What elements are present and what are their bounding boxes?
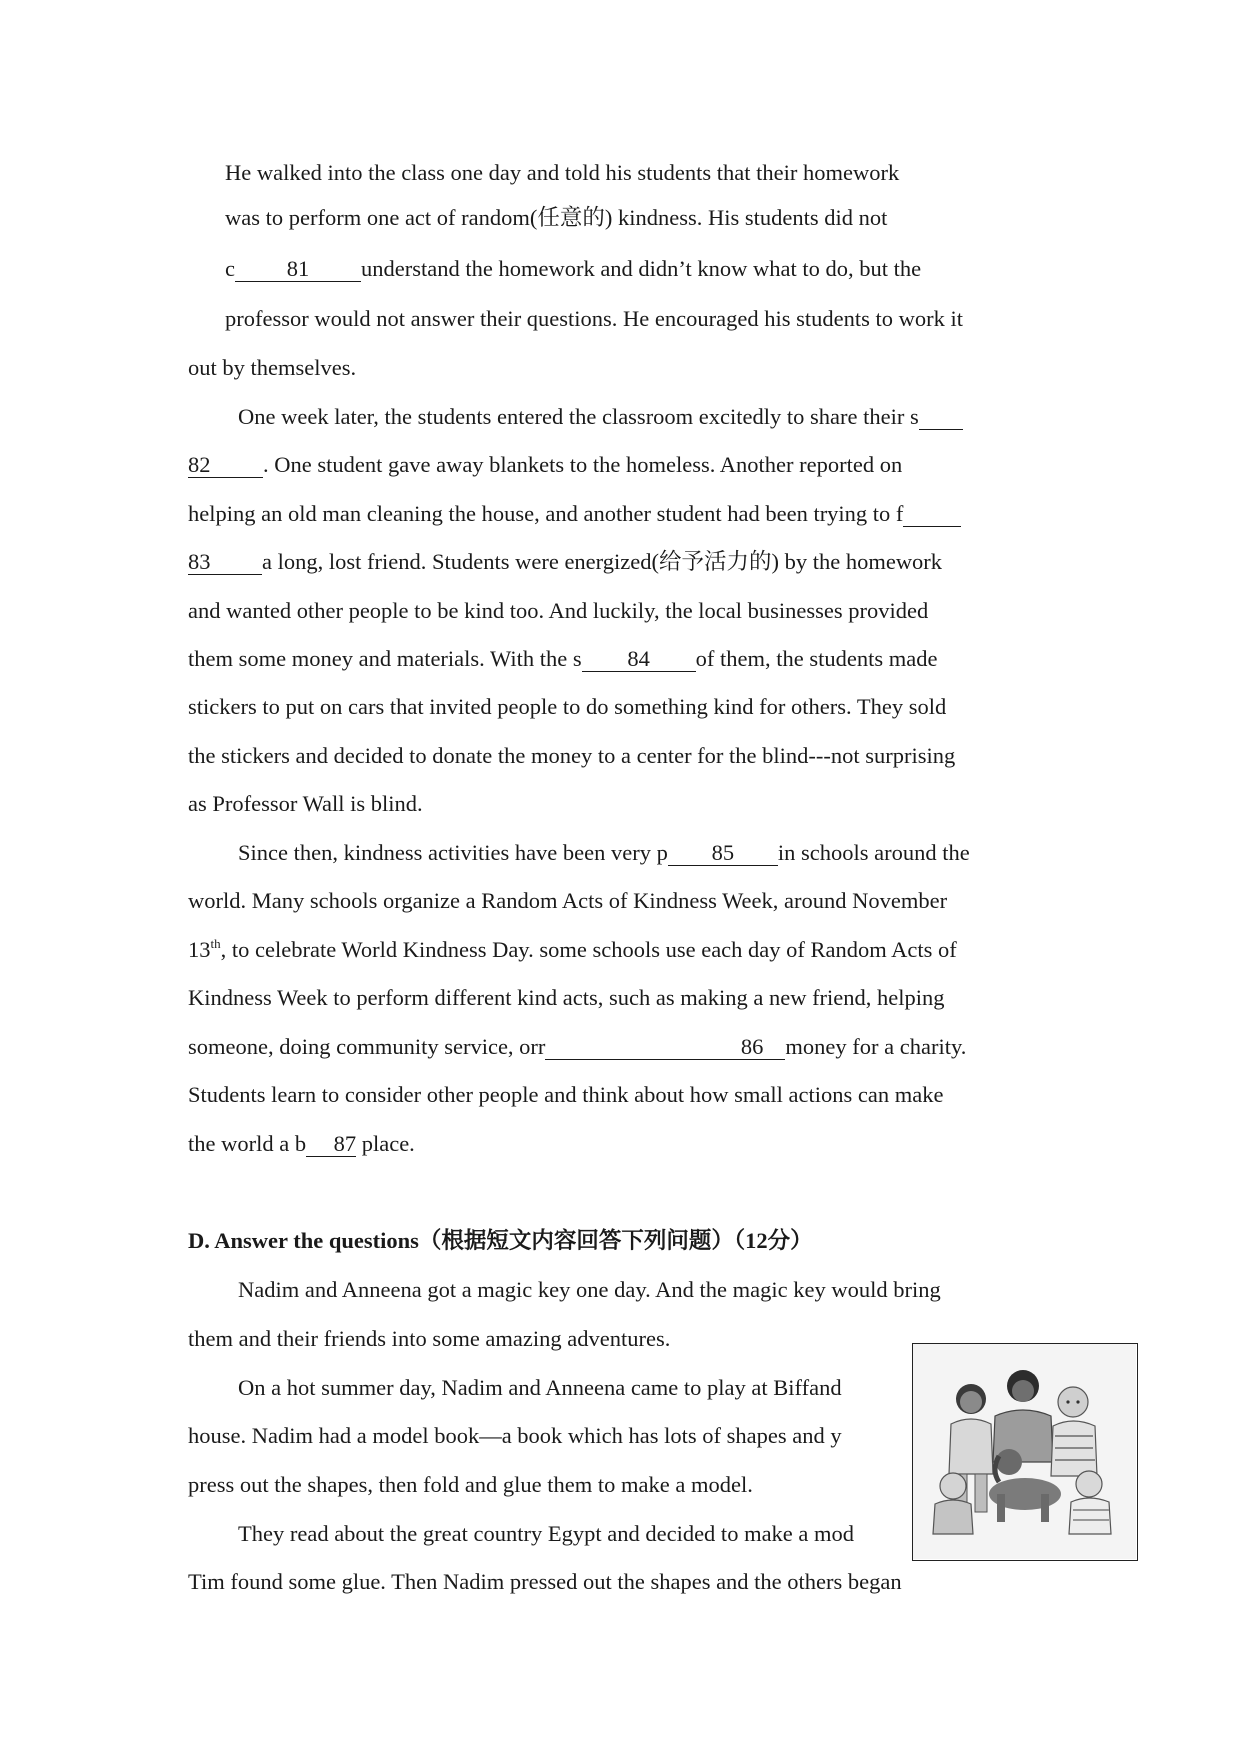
answer-blank-83[interactable]: 83 [188, 550, 262, 575]
answer-blank-81[interactable]: 81 [235, 257, 361, 282]
passage-line: world. Many schools organize a Random Acts of Kindness Week, around November [188, 888, 948, 913]
answer-blank-87[interactable]: 87 [306, 1132, 356, 1157]
answer-blank-83-start[interactable] [903, 502, 961, 527]
section-heading: D. Answer the questions（根据短文内容回答下列问题）（12分） [188, 1228, 813, 1253]
passage-line [225, 254, 921, 284]
text-fragment: money for a charity. [785, 1034, 967, 1059]
passage-line: Kindness Week to perform different kind acts, such as making a new friend, helping [188, 985, 945, 1010]
text-fragment: someone, doing community service, orr [188, 1034, 546, 1059]
passage-line: press out the shapes, then fold and glue them to make a model. [188, 1472, 753, 1497]
text-fragment: 13 [188, 937, 211, 962]
text-fragment: of them, the students made [695, 646, 938, 671]
text-fragment: helping an old man cleaning the house, and another student had been trying to f [188, 501, 904, 526]
text-fragment: understand the homework and didn’t know what to do, but the [361, 256, 922, 281]
text-fragment: Since then, kindness activities have been very p [238, 840, 668, 865]
passage-line: Nadim and Anneena got a magic key one day. And the magic key would bring [238, 1277, 941, 1302]
passage-line [188, 935, 957, 965]
passage-line [188, 450, 902, 480]
answer-blank-82-start[interactable] [919, 405, 963, 430]
text-fragment: them some money and materials. With the s [188, 646, 582, 671]
passage-line [188, 547, 942, 577]
passage-line [188, 1129, 415, 1159]
text-fragment: One week later, the students entered the classroom excitedly to share their s [238, 404, 919, 429]
text-fragment: a long, lost friend. Students were energized(给予活力的) by the homework [262, 549, 943, 574]
passage-line: was to perform one act of random(任意的) kindness. His students did not [225, 205, 888, 230]
answer-blank-86[interactable]: 86 [545, 1035, 785, 1060]
text-fragment: c [225, 256, 235, 281]
passage-line: them and their friends into some amazing adventures. [188, 1326, 671, 1351]
passage-line: stickers to put on cars that invited people to do something kind for others. They sold [188, 694, 947, 719]
text-fragment: . One student gave away blankets to the homeless. Another reported on [263, 452, 903, 477]
text-fragment: , to celebrate World Kindness Day. some schools use each day of Random Acts of [220, 937, 957, 962]
passage-line [188, 1032, 966, 1062]
ordinal-suffix: th [210, 936, 221, 951]
text-fragment: in schools around the [777, 840, 970, 865]
passage-line: Students learn to consider other people and think about how small actions can make [188, 1082, 944, 1107]
passage-line: On a hot summer day, Nadim and Anneena came to play at Biffand [238, 1375, 842, 1400]
passage-line: the stickers and decided to donate the money to a center for the blind---not surprising [188, 743, 956, 768]
answer-blank-82[interactable]: 82 [188, 453, 263, 478]
passage-line [238, 402, 963, 432]
answer-blank-85[interactable]: 85 [668, 841, 778, 866]
passage-line: and wanted other people to be kind too. And luckily, the local businesses provided [188, 598, 929, 623]
passage-line [188, 499, 961, 529]
passage-line: out by themselves. [188, 355, 357, 380]
passage-line [238, 838, 970, 868]
passage-line [188, 644, 937, 674]
passage-line: professor would not answer their questions. He encouraged his students to work it [225, 306, 963, 331]
text-fragment: place. [356, 1131, 415, 1156]
children-and-dog-illustration [912, 1343, 1138, 1561]
passage-line: Tim found some glue. Then Nadim pressed out the shapes and the others began [188, 1569, 902, 1594]
illustration-drawing [913, 1344, 1136, 1559]
passage-line: They read about the great country Egypt and decided to make a mod [238, 1521, 855, 1546]
passage-line: He walked into the class one day and told his students that their homework [225, 160, 900, 185]
passage-line: as Professor Wall is blind. [188, 791, 423, 816]
passage-line: house. Nadim had a model book—a book which has lots of shapes and y [188, 1423, 842, 1448]
answer-blank-84[interactable]: 84 [582, 647, 696, 672]
text-fragment: the world a b [188, 1131, 307, 1156]
